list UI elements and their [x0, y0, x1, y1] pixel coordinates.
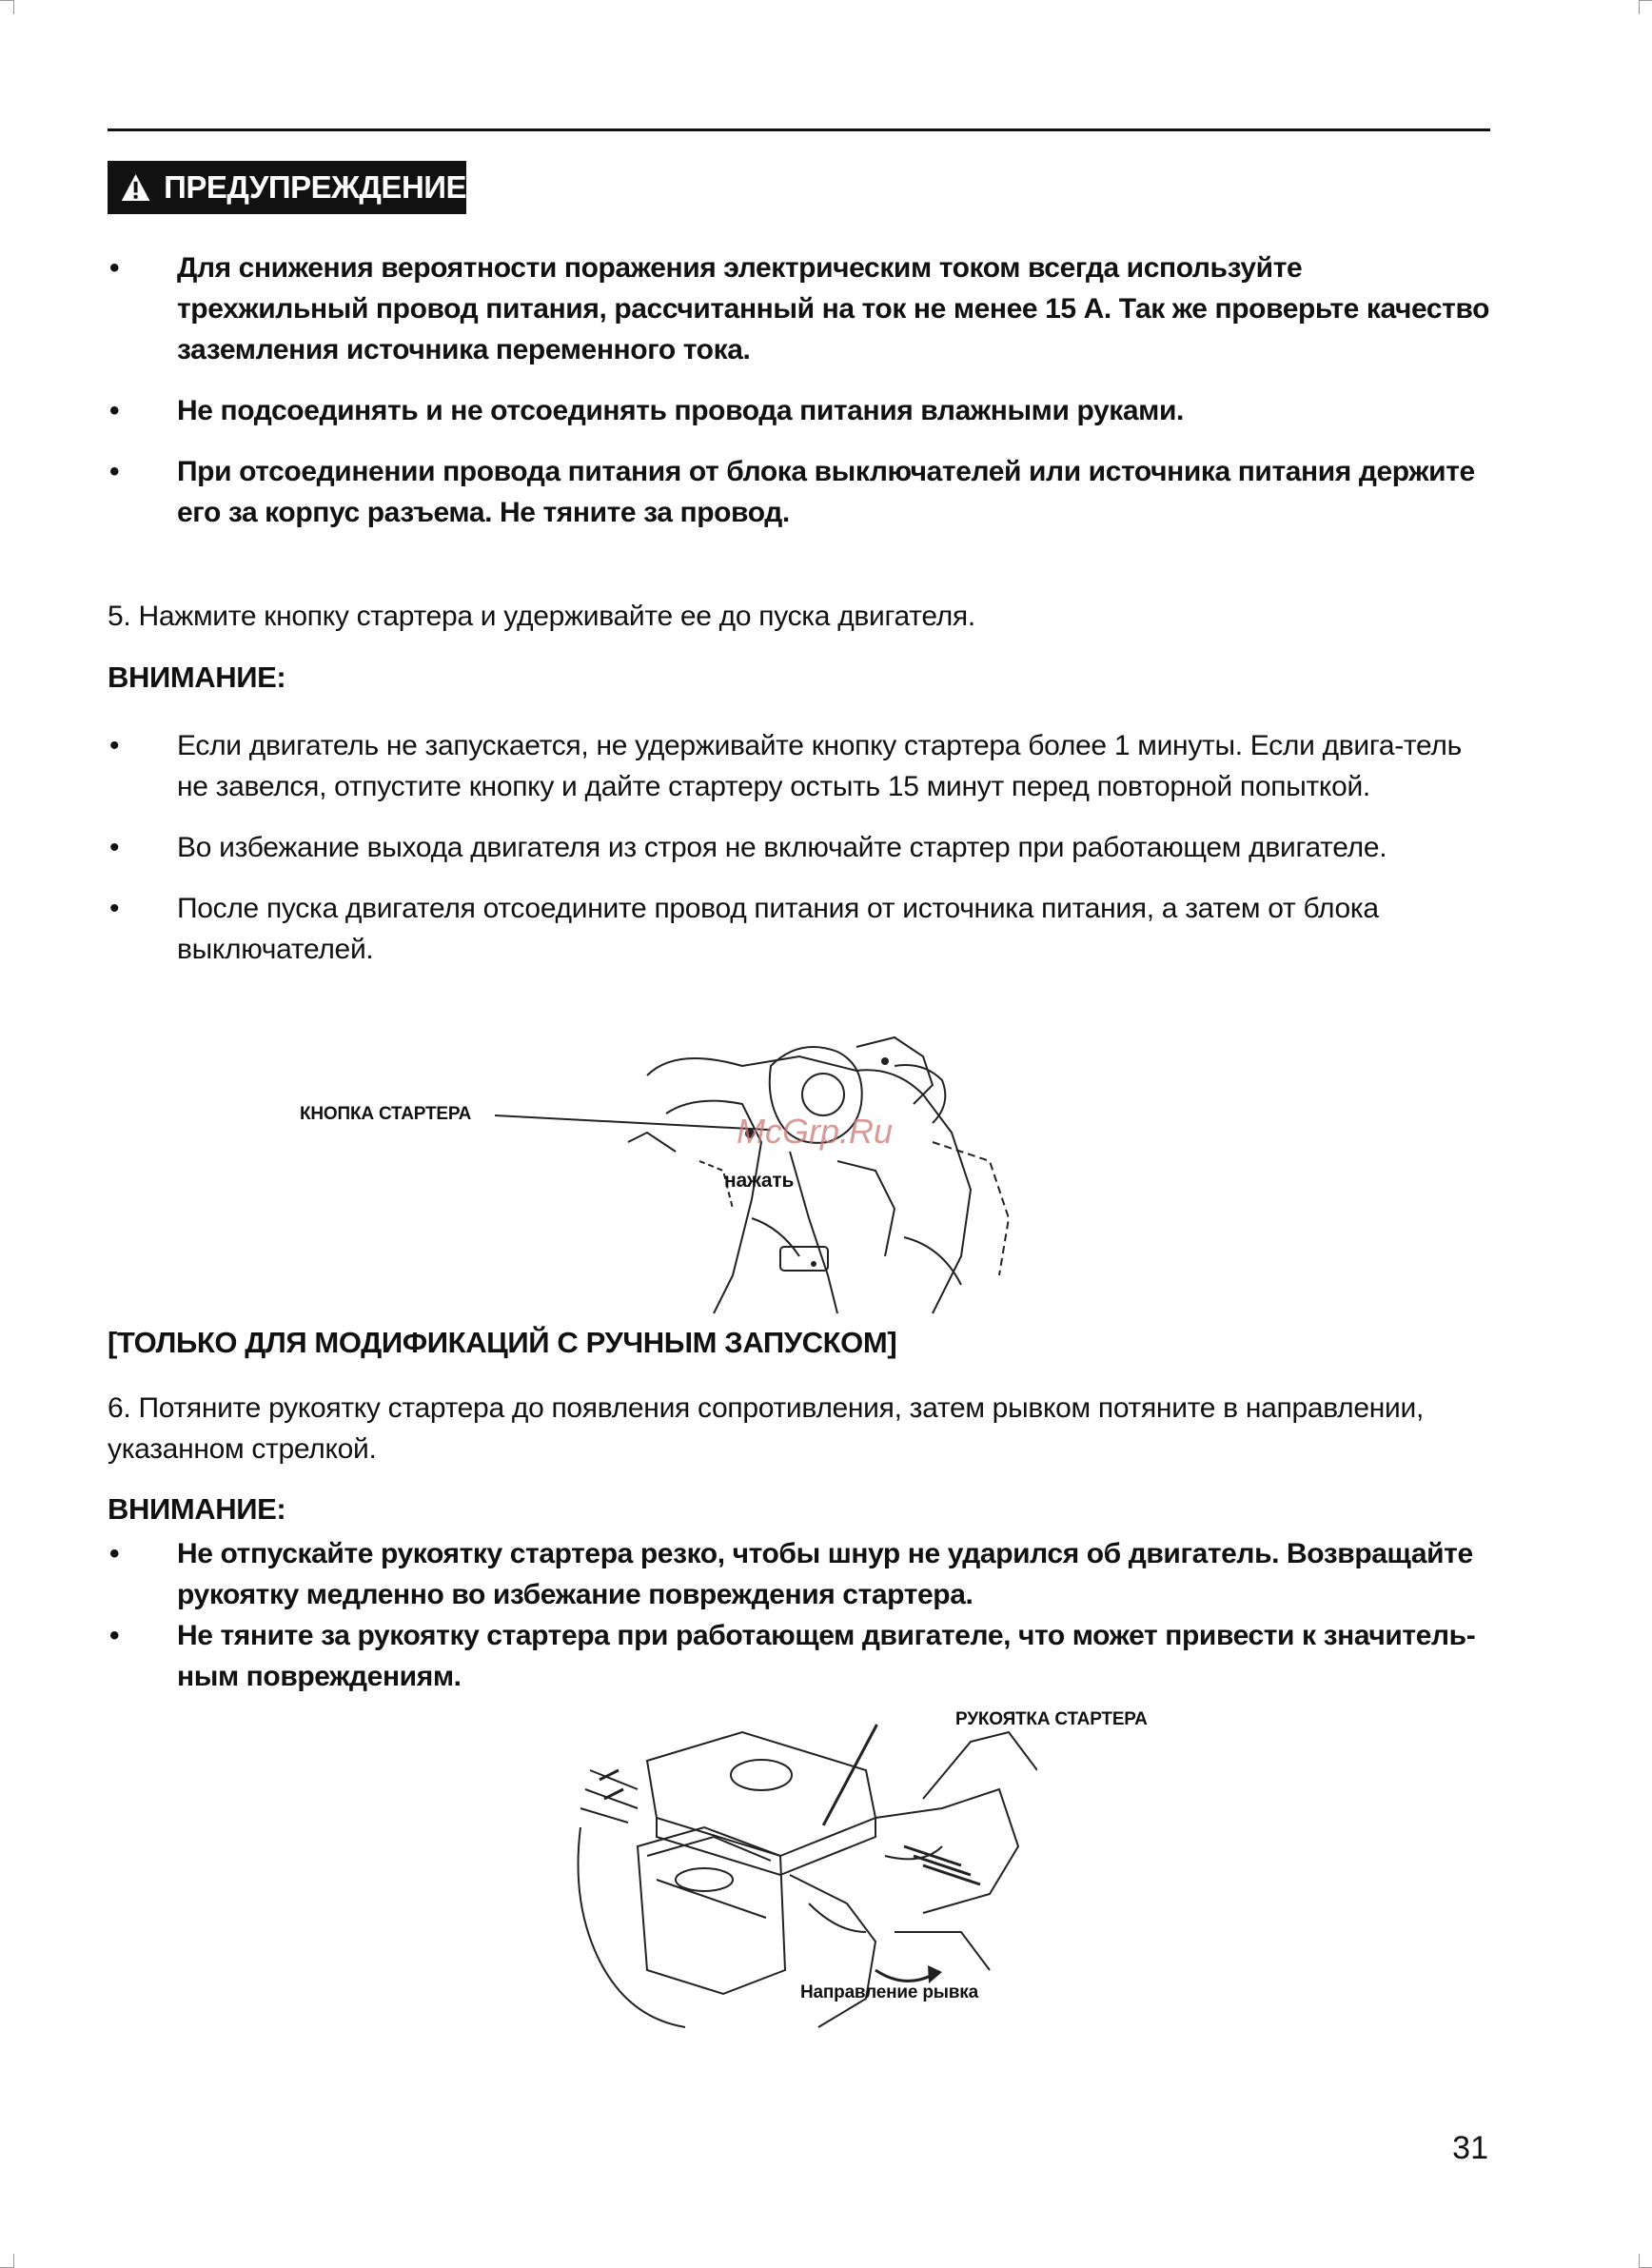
warning-list: [108, 247, 1493, 533]
crop-mark: [0, 0, 14, 14]
attention-list: [108, 725, 1493, 970]
crop-mark: [0, 2254, 14, 2268]
list-item: [108, 725, 1493, 807]
step6-text: 6. Потяните рукоятку стартера до появления сопротивления, затем рывком потяните в направлении, указанном стрелкой.: [108, 1392, 1424, 1465]
top-rule: [108, 128, 1490, 131]
list-item-text: Не отпускайте рукоятку стартера резко, чтобы шнур не ударился об двигатель. Возвращайте рукоятку медленно во избежание повреждения стартера.: [177, 1538, 1473, 1610]
list-item: [108, 451, 1493, 533]
bullet: •: [109, 1620, 120, 1651]
warning-triangle-icon: [121, 169, 150, 206]
watermark: McGrp.Ru: [737, 1112, 894, 1151]
label-press: нажать: [724, 1170, 795, 1192]
crop-mark: [1639, 0, 1652, 14]
list-item-text: Не тяните за рукоятку стартера при работающем двигателе, что может привести к значитель-ным повреждениям.: [177, 1620, 1476, 1692]
step5-text: 5. Нажмите кнопку стартера и удерживайте ее до пуска двигателя.: [108, 601, 975, 632]
list-item-text: Во избежание выхода двигателя из строя не включайте стартер при работающем двигателе.: [177, 832, 1387, 863]
list-item: [108, 827, 1493, 868]
bullet: •: [109, 730, 120, 761]
attention-label: ВНИМАНИЕ:: [108, 661, 286, 694]
warning-banner: [108, 161, 466, 214]
label-pull-direction: Направление рывка: [800, 1982, 978, 2002]
attention-label: ВНИМАНИЕ:: [108, 1492, 286, 1526]
list-item: [108, 1615, 1493, 1697]
bullet: •: [109, 1538, 120, 1569]
list-item-text: Для снижения вероятности поражения электрическим током всегда используйте трехжильный провод питания, рассчитанный на ток не менее 15 А. Так же проверьте качество заземления источника переменного тока.: [177, 252, 1490, 365]
crop-mark: [1639, 2254, 1652, 2268]
bullet: •: [109, 252, 120, 284]
manual-attention-list: [108, 1533, 1493, 1697]
list-item-text: При отсоединении провода питания от блока выключателей или источника питания держите его за корпус разъема. Не тяните за провод.: [177, 456, 1475, 528]
page-number: 31: [1452, 2130, 1488, 2166]
warning-title: ПРЕДУПРЕЖДЕНИЕ: [164, 169, 466, 205]
list-item: [108, 888, 1493, 970]
label-starter-handle: РУКОЯТКА СТАРТЕРА: [955, 1709, 1148, 1729]
list-item-text: Не подсоединять и не отсоединять провода питания влажными руками.: [177, 395, 1184, 426]
bullet: •: [109, 832, 120, 863]
bullet: •: [109, 395, 120, 426]
label-starter-button: КНОПКА СТАРТЕРА: [300, 1104, 472, 1124]
bullet: •: [109, 893, 120, 924]
list-item-text: Если двигатель не запускается, не удерживайте кнопку стартера более 1 минуты. Если двига-тель не завелся, отпустите кнопку и дайте стартеру остыть 15 минут перед повторной попыткой.: [177, 730, 1462, 802]
starter-button-illustration: [609, 1028, 1066, 1323]
section-heading: [ТОЛЬКО ДЛЯ МОДИФИКАЦИЙ С РУЧНЫМ ЗАПУСКОМ]: [108, 1326, 897, 1359]
bullet: •: [109, 456, 120, 487]
list-item: [108, 390, 1493, 431]
list-item: [108, 1533, 1493, 1615]
list-item-text: После пуска двигателя отсоедините провод питания от источника питания, а затем от блока выключателей.: [177, 893, 1379, 965]
list-item: [108, 247, 1493, 370]
